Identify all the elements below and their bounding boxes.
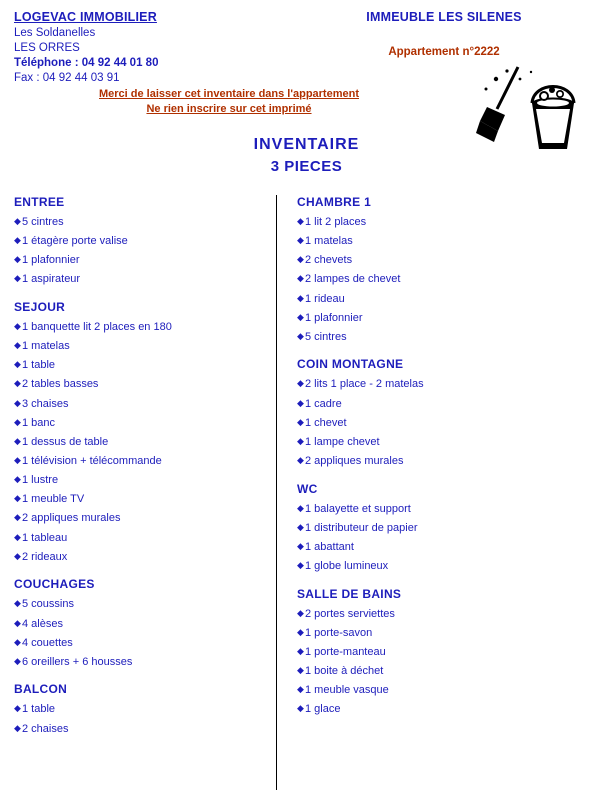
bullet-icon: ◆ xyxy=(14,435,21,446)
inventory-item-label: 4 alèses xyxy=(22,617,63,630)
inventory-item xyxy=(297,455,597,468)
bullet-icon: ◆ xyxy=(297,626,304,637)
bullet-icon: ◆ xyxy=(297,235,304,246)
inventory-item xyxy=(14,417,266,430)
inventory-item-label: 1 aspirateur xyxy=(22,273,81,286)
inventory-item-label: 2 appliques murales xyxy=(305,455,404,468)
section-title: WC xyxy=(297,481,318,496)
inventory-item-label: 1 cadre xyxy=(305,397,342,410)
bullet-icon: ◆ xyxy=(14,550,21,561)
bullet-icon: ◆ xyxy=(297,665,304,676)
left-column xyxy=(14,195,276,790)
inventory-item xyxy=(14,273,266,286)
inventory-item xyxy=(297,331,597,344)
inventory-item-label: 2 chevets xyxy=(305,254,353,267)
inventory-item xyxy=(297,684,597,697)
right-column xyxy=(277,195,597,790)
inventory-item-label: 1 rideau xyxy=(305,292,345,305)
inventory-item-label: 1 plafonnier xyxy=(22,254,80,267)
agency-name: LOGEVAC IMMOBILIER xyxy=(14,10,157,24)
inventory-item xyxy=(14,398,266,411)
notice-line-1: Merci de laisser cet inventaire dans l'appartement xyxy=(99,88,359,100)
bullet-icon: ◆ xyxy=(14,722,21,733)
inventory-item xyxy=(297,646,597,659)
bullet-icon: ◆ xyxy=(14,397,21,408)
bullet-icon: ◆ xyxy=(297,455,304,466)
inventory-item xyxy=(14,618,266,631)
bullet-icon: ◆ xyxy=(14,636,21,647)
inventory-item xyxy=(297,235,597,248)
agency-address: Les Soldanelles xyxy=(14,27,96,39)
inventory-item-label: 2 chaises xyxy=(22,722,69,735)
building-block xyxy=(344,10,544,58)
inventory-item xyxy=(14,493,266,506)
inventory-item xyxy=(297,254,597,267)
inventory-columns xyxy=(14,195,599,790)
bullet-icon: ◆ xyxy=(297,521,304,532)
inventory-item-label: 1 tableau xyxy=(22,531,68,544)
inventory-item-label: 5 cintres xyxy=(305,330,347,343)
bullet-icon: ◆ xyxy=(14,655,21,666)
inventory-item xyxy=(14,637,266,650)
inventory-item xyxy=(14,235,266,248)
inventory-section xyxy=(297,357,597,467)
bullet-icon: ◆ xyxy=(14,598,21,609)
bullet-icon: ◆ xyxy=(14,512,21,523)
inventory-item xyxy=(297,627,597,640)
inventory-item-label: 1 matelas xyxy=(22,340,70,353)
bullet-icon: ◆ xyxy=(14,455,21,466)
bullet-icon: ◆ xyxy=(14,378,21,389)
inventory-item xyxy=(297,293,597,306)
inventory-item xyxy=(14,474,266,487)
agency-fax: Fax : 04 92 44 03 91 xyxy=(14,72,120,84)
title-main: INVENTAIRE xyxy=(253,136,360,153)
inventory-item-label: 1 dessus de table xyxy=(22,435,109,448)
inventory-item-label: 2 lampes de chevet xyxy=(305,273,401,286)
inventory-item-label: 1 étagère porte valise xyxy=(22,235,128,248)
cleaning-bucket-broom-icon xyxy=(474,63,589,158)
section-title: COUCHAGES xyxy=(14,577,95,592)
inventory-item-label: 2 portes serviettes xyxy=(305,607,395,620)
inventory-item xyxy=(297,560,597,573)
bullet-icon: ◆ xyxy=(297,646,304,657)
bullet-icon: ◆ xyxy=(297,216,304,226)
section-title: CHAMBRE 1 xyxy=(297,195,372,209)
inventory-item xyxy=(14,551,266,564)
inventory-item-label: 1 télévision + télécommande xyxy=(22,455,162,468)
inventory-item xyxy=(297,665,597,678)
inventory-item-label: 5 coussins xyxy=(22,598,74,611)
bullet-icon: ◆ xyxy=(297,397,304,408)
inventory-item xyxy=(14,723,266,736)
notice-block xyxy=(14,88,444,118)
inventory-item-label: 1 plafonnier xyxy=(305,311,363,324)
inventory-section xyxy=(14,300,266,563)
bullet-icon: ◆ xyxy=(14,359,21,370)
inventory-item xyxy=(297,216,597,229)
inventory-item xyxy=(14,532,266,545)
inventory-item xyxy=(297,398,597,411)
inventory-item-label: 1 table xyxy=(22,703,56,716)
inventory-section xyxy=(297,587,597,716)
inventory-item-label: 1 distributeur de papier xyxy=(305,521,418,534)
inventory-item-label: 1 globe lumineux xyxy=(305,560,389,573)
bullet-icon: ◆ xyxy=(14,273,21,284)
inventory-item xyxy=(14,703,266,716)
inventory-item xyxy=(14,340,266,353)
bullet-icon: ◆ xyxy=(297,435,304,446)
inventory-section xyxy=(297,482,597,573)
inventory-item-label: 1 lit 2 places xyxy=(305,216,367,228)
bullet-icon: ◆ xyxy=(297,330,304,341)
inventory-item-label: 1 lampe chevet xyxy=(305,435,380,448)
inventory-item-label: 1 glace xyxy=(305,703,341,716)
inventory-item xyxy=(14,359,266,372)
inventory-item-label: 1 chevet xyxy=(305,416,347,429)
bullet-icon: ◆ xyxy=(14,474,21,485)
bullet-icon: ◆ xyxy=(14,493,21,504)
inventory-item-label: 1 banc xyxy=(22,416,56,429)
inventory-item xyxy=(14,598,266,611)
bullet-icon: ◆ xyxy=(297,607,304,618)
inventory-section xyxy=(297,195,597,343)
bullet-icon: ◆ xyxy=(14,340,21,351)
bullet-icon: ◆ xyxy=(14,235,21,246)
bullet-icon: ◆ xyxy=(14,216,21,226)
section-title: COIN MONTAGNE xyxy=(297,357,404,372)
bullet-icon: ◆ xyxy=(14,321,21,332)
inventory-item-label: 1 matelas xyxy=(305,235,353,248)
inventory-item-label: 1 porte-manteau xyxy=(305,646,386,659)
inventory-item-label: 1 balayette et support xyxy=(305,502,411,515)
inventory-item xyxy=(297,312,597,325)
bullet-icon: ◆ xyxy=(297,703,304,714)
bullet-icon: ◆ xyxy=(297,540,304,551)
inventory-item-label: 1 meuble TV xyxy=(22,493,85,506)
section-title: SALLE DE BAINS xyxy=(297,586,402,601)
inventory-item-label: 4 couettes xyxy=(22,636,73,649)
inventory-item-label: 2 rideaux xyxy=(22,550,68,563)
inventory-item xyxy=(14,512,266,525)
section-title: ENTREE xyxy=(14,195,65,209)
document-header xyxy=(14,8,599,118)
inventory-section xyxy=(14,682,266,735)
inventory-item-label: 2 lits 1 place - 2 matelas xyxy=(305,378,424,391)
inventory-item xyxy=(14,254,266,267)
inventory-item-label: 1 porte-savon xyxy=(305,626,373,639)
inventory-item xyxy=(14,455,266,468)
bullet-icon: ◆ xyxy=(14,254,21,265)
inventory-item-label: 1 lustre xyxy=(22,474,59,487)
inventory-item-label: 3 chaises xyxy=(22,397,69,410)
agency-block xyxy=(14,10,334,87)
agency-phone: Téléphone : 04 92 44 01 80 xyxy=(14,57,159,69)
bullet-icon: ◆ xyxy=(297,292,304,303)
inventory-item xyxy=(297,608,597,621)
bullet-icon: ◆ xyxy=(297,416,304,427)
inventory-item xyxy=(297,273,597,286)
inventory-item xyxy=(297,503,597,516)
section-title: SEJOUR xyxy=(14,300,66,315)
inventory-item xyxy=(14,656,266,669)
inventory-section xyxy=(14,195,266,286)
section-title: BALCON xyxy=(14,682,68,697)
inventory-item-label: 1 table xyxy=(22,359,56,372)
inventory-item-label: 5 cintres xyxy=(22,216,64,228)
building-name: IMMEUBLE LES SILENES xyxy=(366,10,522,24)
inventory-item-label: 1 meuble vasque xyxy=(305,684,389,697)
inventory-item xyxy=(297,417,597,430)
notice-line-2: Ne rien inscrire sur cet imprimé xyxy=(146,103,312,115)
bullet-icon: ◆ xyxy=(297,311,304,322)
inventory-section xyxy=(14,577,266,668)
apartment-number: Appartement n°2222 xyxy=(388,46,500,58)
inventory-item xyxy=(297,436,597,449)
inventory-item xyxy=(297,378,597,391)
bullet-icon: ◆ xyxy=(297,254,304,265)
bullet-icon: ◆ xyxy=(14,531,21,542)
inventory-item xyxy=(297,522,597,535)
agency-city: LES ORRES xyxy=(14,42,80,54)
bullet-icon: ◆ xyxy=(14,416,21,427)
inventory-item xyxy=(14,321,266,334)
bullet-icon: ◆ xyxy=(14,703,21,714)
inventory-item xyxy=(14,216,266,229)
inventory-item xyxy=(14,378,266,391)
bullet-icon: ◆ xyxy=(297,378,304,389)
inventory-item-label: 6 oreillers + 6 housses xyxy=(22,655,133,668)
bullet-icon: ◆ xyxy=(297,684,304,695)
inventory-item xyxy=(297,703,597,716)
bullet-icon: ◆ xyxy=(14,617,21,628)
inventory-item-label: 1 boite à déchet xyxy=(305,665,384,678)
inventory-item-label: 1 abattant xyxy=(305,540,354,553)
inventory-item-label: 2 tables basses xyxy=(22,378,99,391)
inventory-item xyxy=(297,541,597,554)
inventory-item-label: 1 banquette lit 2 places en 180 xyxy=(22,321,172,334)
bullet-icon: ◆ xyxy=(297,502,304,513)
title-sub: 3 PIECES xyxy=(270,158,343,175)
bullet-icon: ◆ xyxy=(297,560,304,571)
bullet-icon: ◆ xyxy=(297,273,304,284)
inventory-item-label: 2 appliques murales xyxy=(22,512,121,525)
inventory-item xyxy=(14,436,266,449)
